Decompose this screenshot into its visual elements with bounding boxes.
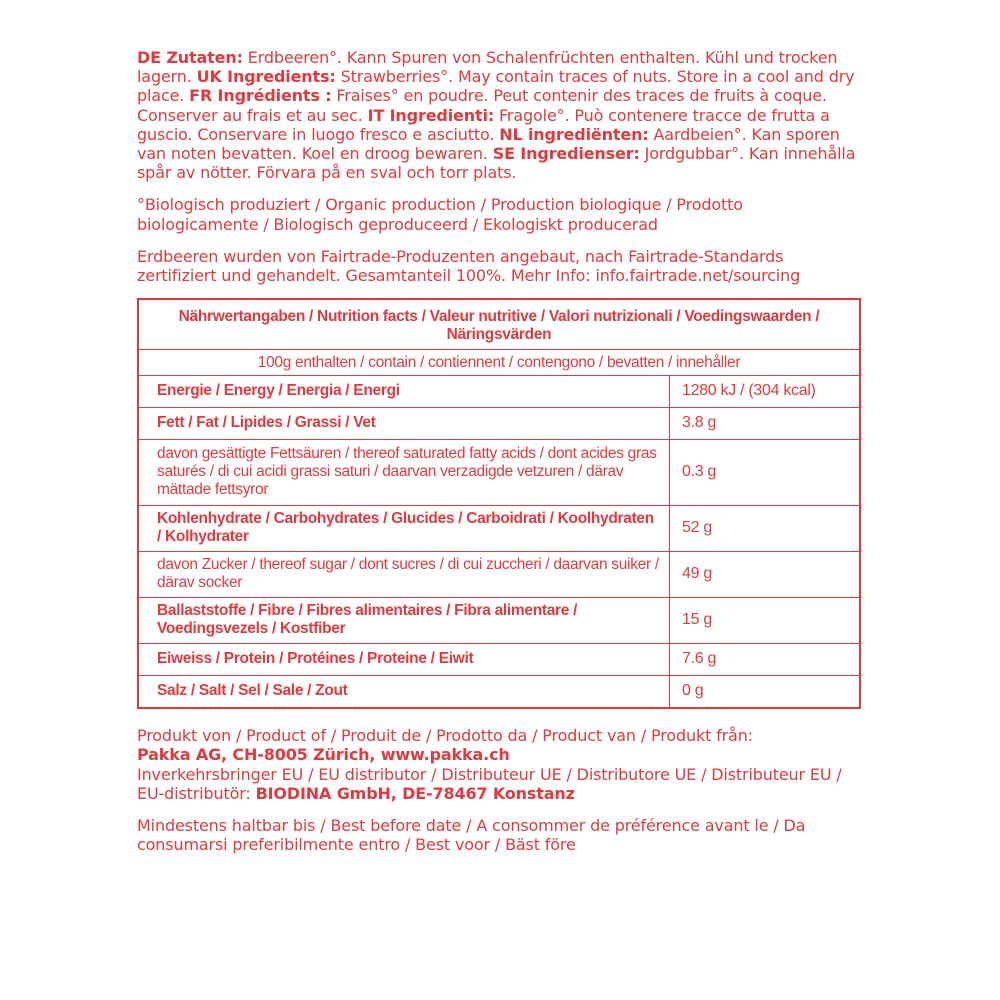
- nutrient-label: Eiweiss / Protein / Protéines / Proteine / Eiwit: [138, 644, 670, 676]
- table-row: [138, 676, 860, 709]
- nutrient-value: 52 g: [670, 506, 861, 552]
- nl-ingredients-text: Aardbeien°. Kan sporen van noten bevatten. Koel en droog bewaren.: [137, 124, 840, 164]
- fairtrade-note: Erdbeeren wurden von Fairtrade-Produzenten angebaut, nach Fairtrade-Standards zertifiziert und gehandelt. Gesamtanteil 100%. Mehr Info: info.fairtrade.net/sourcing: [137, 246, 801, 286]
- nutrition-table: [137, 298, 861, 709]
- distributor-label: Inverkehrsbringer EU / EU distributor / Distributeur UE / Distributore UE / Distributeur EU / EU-distributör:: [137, 764, 842, 803]
- table-row: [138, 552, 860, 598]
- table-row: [138, 440, 860, 506]
- de-ingredients-text: Erdbeeren°. Kann Spuren von Schalenfrüchten enthalten. Kühl und trocken lagern.: [137, 48, 838, 87]
- nutrient-label: Kohlenhydrate / Carbohydrates / Glucides / Carboidrati / Koolhydraten / Kolhydrater: [138, 506, 670, 552]
- nutrient-value: 0.3 g: [670, 440, 861, 506]
- organic-note: °Biologisch produziert / Organic production / Production biologique / Prodotto biologicamente / Biologisch geproduceerd / Ekologiskt producerad: [137, 195, 743, 234]
- producer-label: Produkt von / Product of / Produit de / Prodotto da / Product van / Produkt från:: [137, 726, 753, 746]
- producer-info: [137, 726, 863, 803]
- nutrition-per-100g: 100g enthalten / contain / contiennent / contengono / bevatten / innehåller: [138, 350, 860, 376]
- table-row: [138, 408, 860, 440]
- nutrient-label: davon gesättigte Fettsäuren / thereof saturated fatty acids / dont acides gras saturés / di cui acidi grassi saturi / daarvan verzadigde vetzuren / därav mättade fettsyror: [138, 440, 670, 506]
- fr-ingredients-label: FR Ingrédients :: [189, 86, 332, 106]
- it-ingredients-text: Fragole°. Può contenere tracce de frutta a guscio. Conservare in luogo fresco e asciutto.: [137, 105, 830, 144]
- nutrient-value: 7.6 g: [670, 644, 861, 676]
- table-row: [138, 598, 860, 644]
- fr-ingredients-text: Fraises° en poudre. Peut contenir des traces de fruits à coque. Conserver au frais et au sec.: [137, 86, 827, 125]
- se-ingredients-label: SE Ingredienser:: [492, 144, 640, 164]
- it-ingredients-label: IT Ingredienti:: [367, 105, 495, 125]
- label-panel: [137, 48, 863, 867]
- nutrient-value: 15 g: [670, 598, 861, 644]
- nutrient-label: davon Zucker / thereof sugar / dont sucres / di cui zuccheri / daarvan suiker / därav socker: [138, 552, 670, 598]
- nl-ingredients-label: NL ingrediënten:: [499, 124, 649, 144]
- best-before: Mindestens haltbar bis / Best before date / A consommer de préférence avant le / Da consumarsi preferibilmente entro / Best voor / Bäst före: [137, 816, 806, 855]
- nutrition-title-row: [138, 299, 860, 350]
- ingredients-paragraph: [137, 48, 863, 182]
- nutrient-label: Fett / Fat / Lipides / Grassi / Vet: [138, 408, 670, 440]
- table-row: [138, 376, 860, 408]
- de-ingredients-label: DE Zutaten:: [137, 48, 243, 67]
- table-row: [138, 506, 860, 552]
- nutrient-label: Salz / Salt / Sel / Sale / Zout: [138, 676, 670, 709]
- uk-ingredients-label: UK Ingredients:: [196, 67, 336, 87]
- se-ingredients-text: Jordgubbar°. Kan innehålla spår av nötter. Förvara på en sval och torr plats.: [137, 144, 856, 183]
- table-row: [138, 644, 860, 676]
- nutrient-value: 49 g: [670, 552, 861, 598]
- nutrient-value: 1280 kJ / (304 kcal): [670, 376, 861, 408]
- uk-ingredients-text: Strawberries°. May contain traces of nuts. Store in a cool and dry place.: [137, 67, 855, 106]
- nutrient-value: 3.8 g: [670, 408, 861, 440]
- producer-name: Pakka AG, CH-8005 Zürich, www.pakka.ch: [137, 745, 510, 765]
- nutrient-label: Energie / Energy / Energia / Energi: [138, 376, 670, 408]
- nutrition-title: Nährwertangaben / Nutrition facts / Valeur nutritive / Valori nutrizionali / Voedingswaarden / Näringsvärden: [138, 299, 860, 350]
- nutrient-label: Ballaststoffe / Fibre / Fibres alimentaires / Fibra alimentare / Voedingsvezels / Kostfiber: [138, 598, 670, 644]
- nutrient-value: 0 g: [670, 676, 861, 709]
- distributor-name: BIODINA GmbH, DE-78467 Konstanz: [255, 783, 575, 803]
- nutrition-per-row: [138, 350, 860, 376]
